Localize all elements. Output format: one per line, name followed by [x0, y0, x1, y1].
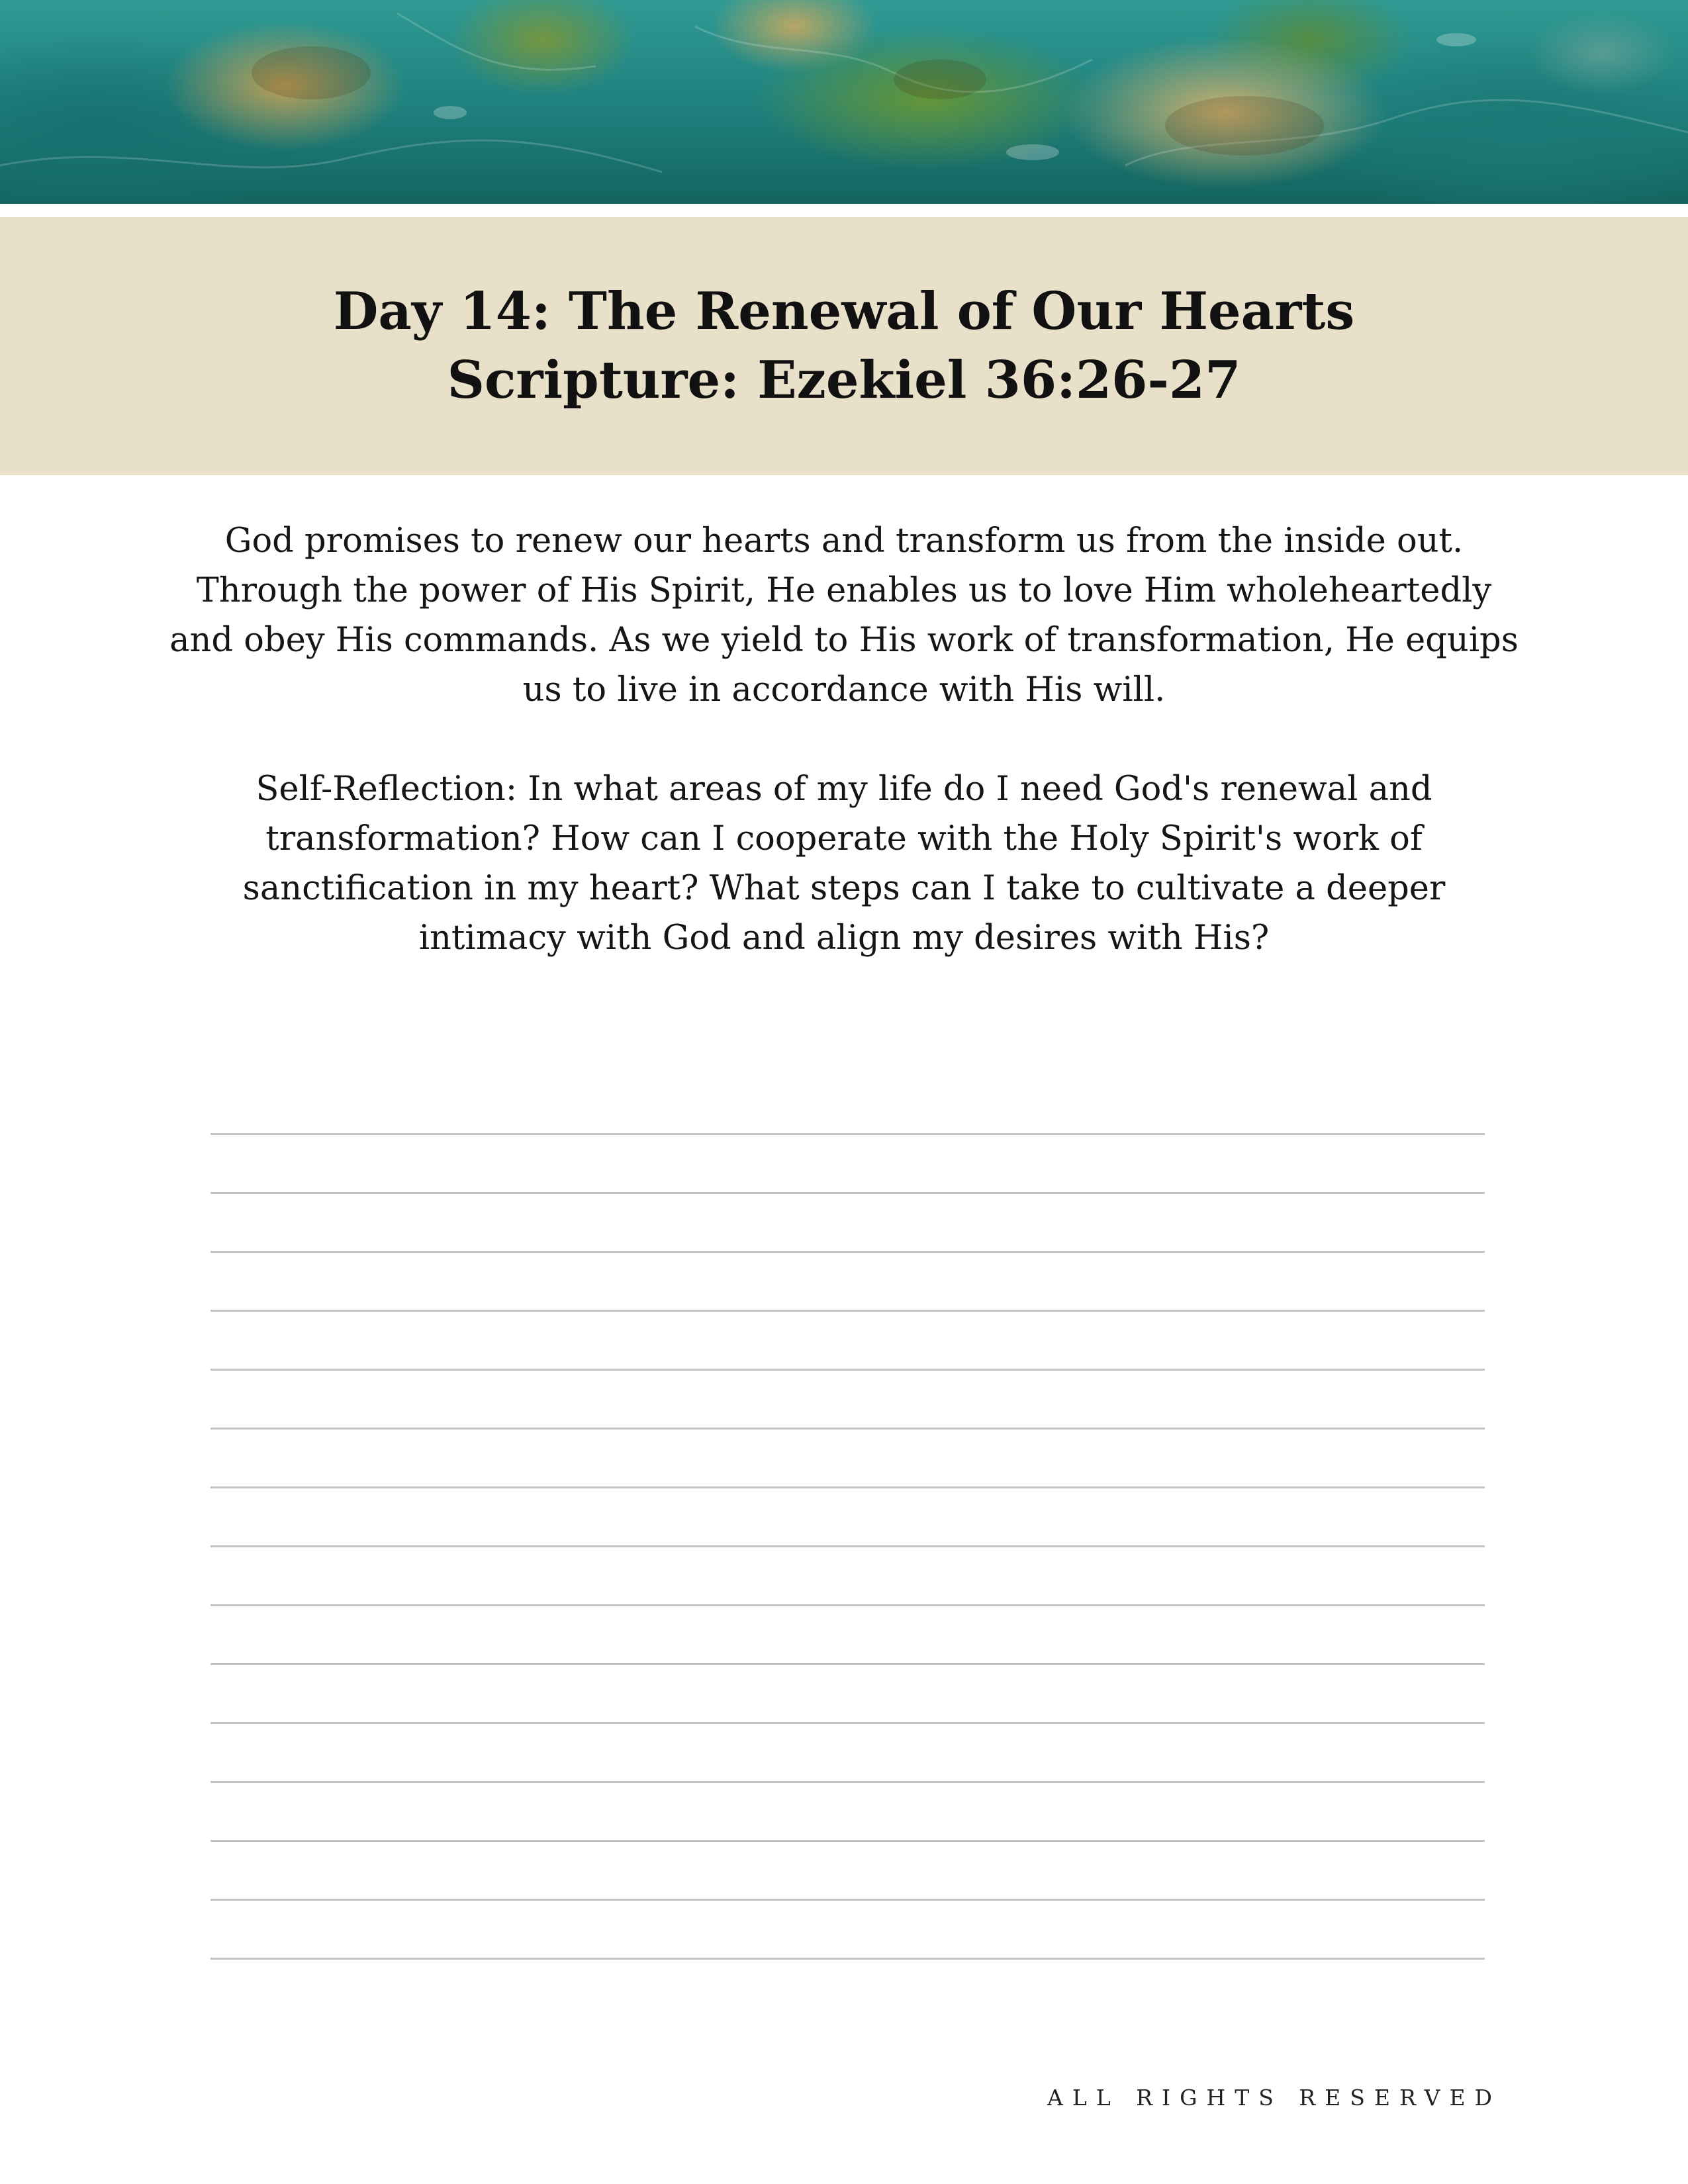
writing-line[interactable] — [211, 1781, 1485, 1783]
writing-line[interactable] — [211, 1663, 1485, 1665]
map-texture-icon — [0, 0, 1688, 204]
writing-line[interactable] — [211, 1369, 1485, 1371]
self-reflection-text: Self-Reflection: In what areas of my life do I need God's renewal and transformation? How can I cooperate with the Holy Spirit's work of sanctification in my heart? What steps can I take to cultivate a deeper intimacy with God and align my desires with His? — [242, 770, 1446, 958]
scripture-reference: Scripture: Ezekiel 36:26-27 — [447, 350, 1241, 410]
page-title: Day 14: The Renewal of Our Hearts — [333, 281, 1355, 341]
writing-line[interactable] — [211, 1840, 1485, 1842]
writing-line[interactable] — [211, 1604, 1485, 1606]
writing-line[interactable] — [211, 1251, 1485, 1253]
banner-divider — [0, 204, 1688, 217]
writing-line[interactable] — [211, 1722, 1485, 1724]
writing-line[interactable] — [211, 1958, 1485, 1960]
journal-lines — [211, 1133, 1485, 2017]
world-map-banner — [0, 0, 1688, 204]
writing-line[interactable] — [211, 1486, 1485, 1488]
devotional-text: God promises to renew our hearts and transform us from the inside out. Through the power of His Spirit, He enables us to love Him wholeheartedly and obey His commands. As we yield to His work of transformation, He equips us to live in accordance with His will. — [169, 522, 1519, 709]
writing-line[interactable] — [211, 1545, 1485, 1547]
writing-line[interactable] — [211, 1133, 1485, 1135]
writing-line[interactable] — [211, 1310, 1485, 1312]
writing-line[interactable] — [211, 1192, 1485, 1194]
writing-line[interactable] — [211, 1428, 1485, 1430]
rights-footer: ALL RIGHTS RESERVED — [1047, 2085, 1501, 2111]
title-band — [0, 217, 1688, 475]
writing-line[interactable] — [211, 1899, 1485, 1901]
